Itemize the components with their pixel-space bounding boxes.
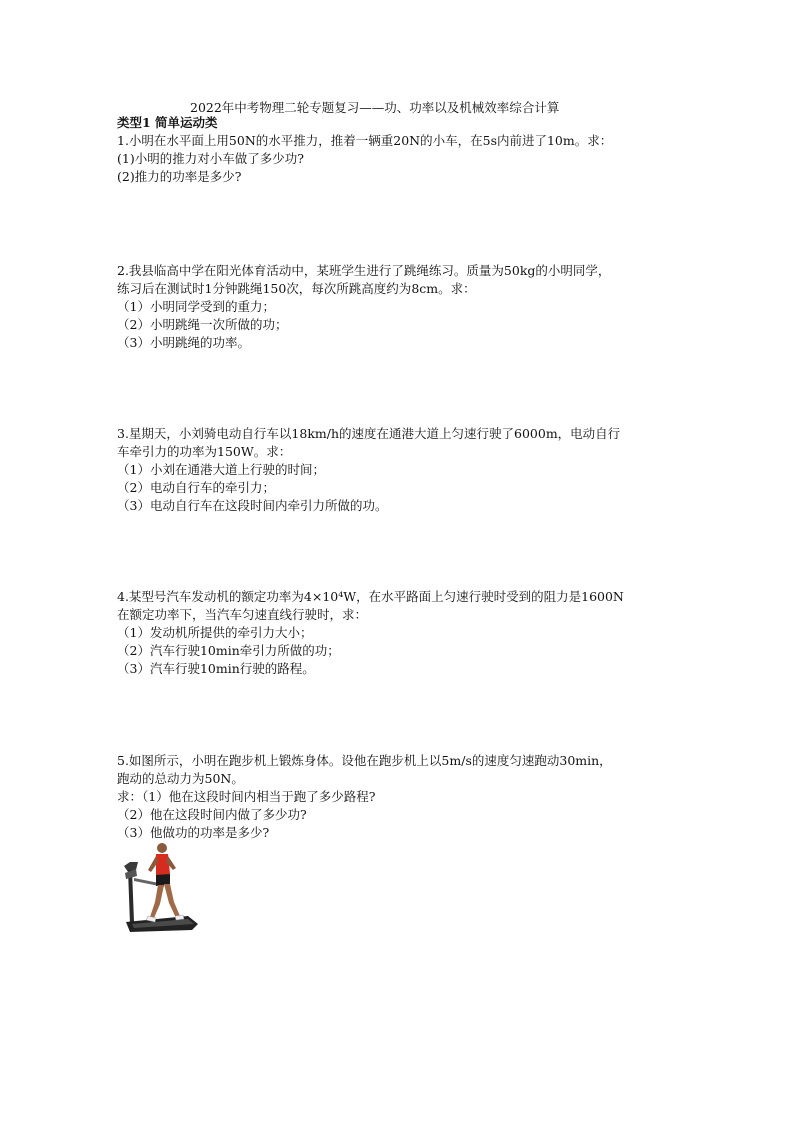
question-5-stem-line-1: 5.如图所示，小明在跑步机上锻炼身体。设他在跑步机上以5m/s的速度匀速跑动30min， [117, 753, 612, 768]
question-2-part-2: （2）小明跳绳一次所做的功； [117, 317, 288, 332]
question-1-stem: 1.小明在水平面上用50N的水平推力，推着一辆重20N的小车，在5s内前进了10m。求： [117, 133, 613, 148]
question-1-part-2: (2)推力的功率是多少? [117, 169, 242, 184]
question-3-part-2: （2）电动自行车的牵引力； [117, 480, 275, 495]
question-4-stem-line-1: 4.某型号汽车发动机的额定功率为4×10⁴W，在水平路面上匀速行驶时受到的阻力是1600N [117, 589, 624, 604]
document-title: 2022年中考物理二轮专题复习——功、功率以及机械效率综合计算 [190, 100, 560, 115]
question-4-part-1: （1）发动机所提供的牵引力大小； [117, 625, 313, 640]
question-4-stem-line-2: 在额定功率下，当汽车匀速直线行驶时，求： [117, 607, 368, 622]
question-3-stem-line-2: 车牵引力的功率为150W。求： [117, 444, 292, 459]
question-4-part-3: （3）汽车行驶10min行驶的路程。 [117, 661, 315, 676]
question-5-stem-line-2: 跑动的总动力为50N。 [117, 771, 244, 786]
question-2-part-1: （1）小明同学受到的重力； [117, 299, 275, 314]
treadmill-runner-figure [118, 840, 202, 936]
question-3-part-3: （3）电动自行车在这段时间内牵引力所做的功。 [117, 498, 388, 513]
question-2-stem-line-2: 练习后在测试时1分钟跳绳150次，每次所跳高度约为8cm。求： [117, 281, 476, 296]
question-2-stem-line-1: 2.我县临高中学在阳光体育活动中，某班学生进行了跳绳练习。质量为50kg的小明同学， [117, 263, 611, 278]
question-2-part-3: （3）小明跳绳的功率。 [117, 335, 250, 350]
question-4-part-2: （2）汽车行驶10min牵引力所做的功； [117, 643, 340, 658]
question-5-part-2: （2）他在这段时间内做了多少功? [117, 807, 307, 822]
question-5-part-3: （3）他做功的功率是多少? [117, 825, 270, 840]
section-heading: 类型1 简单运动类 [117, 115, 218, 130]
question-3-stem-line-1: 3.星期天，小刘骑电动自行车以18km/h的速度在通港大道上匀速行驶了6000m，电动自行 [117, 426, 621, 441]
question-5-part-1: 求：（1）他在这段时间内相当于跑了多少路程? [117, 789, 376, 804]
question-1-part-1: (1)小明的推力对小车做了多少功? [117, 151, 304, 166]
question-3-part-1: （1）小刘在通港大道上行驶的时间； [117, 462, 325, 477]
